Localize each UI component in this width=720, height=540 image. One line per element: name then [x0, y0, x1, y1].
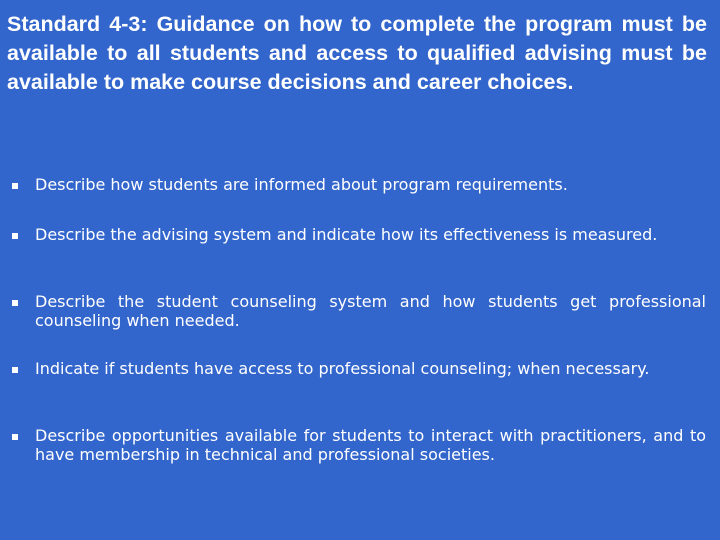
bullet-text: Describe how students are informed about program requirements.: [35, 175, 568, 194]
bullet-text: Indicate if students have access to professional counseling; when necessary.: [35, 359, 650, 378]
square-bullet-icon: [12, 300, 18, 306]
slide-title: Standard 4-3: Guidance on how to complete the program must be available to all students and access to qualified advising must be available to make course decisions and career choices.: [7, 12, 707, 94]
square-bullet-icon: [12, 367, 18, 373]
square-bullet-icon: [12, 434, 18, 440]
square-bullet-icon: [12, 183, 18, 189]
bullet-text: Describe the student counseling system and how students get professional counseling when needed.: [35, 292, 706, 330]
square-bullet-icon: [12, 233, 18, 239]
bullet-text: Describe the advising system and indicate how its effectiveness is measured.: [35, 225, 658, 244]
bullet-text: Describe opportunities available for students to interact with practitioners, and to have membership in technical and professional societies.: [35, 426, 706, 464]
